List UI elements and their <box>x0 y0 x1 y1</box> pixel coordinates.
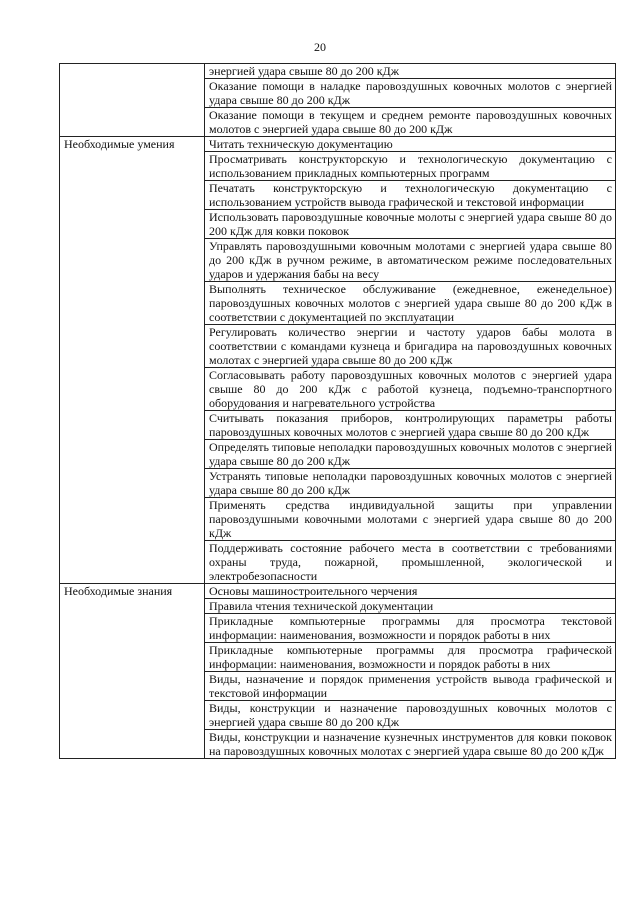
requirement-item: Читать техническую документацию <box>205 137 616 152</box>
requirement-item: Правила чтения технической документации <box>205 599 616 614</box>
section-label <box>60 64 205 137</box>
requirements-table <box>59 63 616 759</box>
table-row <box>60 137 616 152</box>
requirement-item: Виды, конструкции и назначение паровоздушных ковочных молотов с энергией удара свыше 80 до 200 кДж <box>205 701 616 730</box>
requirement-item: Прикладные компьютерные программы для просмотра текстовой информации: наименования, возможности и порядок работы в них <box>205 614 616 643</box>
requirement-item: Выполнять техническое обслуживание (ежедневное, еженедельное) паровоздушных ковочных молотов с энергией удара свыше 80 до 200 кДж в соответствии с документацией по эксплуатации <box>205 282 616 325</box>
requirement-item: Виды, назначение и порядок применения устройств вывода графической и текстовой информации <box>205 672 616 701</box>
section-label: Необходимые знания <box>60 584 205 759</box>
requirement-item: Виды, конструкции и назначение кузнечных инструментов для ковки поковок на паровоздушных ковочных молотах с энергией удара свыше 80 до 200 кДж <box>205 730 616 759</box>
requirement-item: Использовать паровоздушные ковочные молоты с энергией удара свыше 80 до 200 кДж для ковки поковок <box>205 210 616 239</box>
requirement-item: Оказание помощи в текущем и среднем ремонте паровоздушных ковочных молотов с энергией удара свыше 80 до 200 кДж <box>205 108 616 137</box>
requirement-item: Согласовывать работу паровоздушных ковочных молотов с энергией удара свыше 80 до 200 кДж с работой кузнеца, подъемно-транспортного оборудования и нагревательного устройства <box>205 368 616 411</box>
requirements-table-body <box>60 64 616 759</box>
requirement-item: Основы машиностроительного черчения <box>205 584 616 599</box>
requirement-item: Печатать конструкторскую и технологическую документацию с использованием устройств вывода графической и текстовой информации <box>205 181 616 210</box>
requirement-item: энергией удара свыше 80 до 200 кДж <box>205 64 616 79</box>
requirement-item: Регулировать количество энергии и частоту ударов бабы молота в соответствии с командами кузнеца и бригадира на паровоздушных ковочных молотах с энергией удара свыше 80 до 200 кДж <box>205 325 616 368</box>
requirement-item: Считывать показания приборов, контролирующих параметры работы паровоздушных ковочных молотов с энергией удара свыше 80 до 200 кДж <box>205 411 616 440</box>
section-label: Необходимые умения <box>60 137 205 584</box>
requirement-item: Определять типовые неполадки паровоздушных ковочных молотов с энергией удара свыше 80 до 200 кДж <box>205 440 616 469</box>
requirement-item: Оказание помощи в наладке паровоздушных ковочных молотов с энергией удара свыше 80 до 200 кДж <box>205 79 616 108</box>
requirement-item: Просматривать конструкторскую и технологическую документацию с использованием прикладных компьютерных программ <box>205 152 616 181</box>
requirement-item: Прикладные компьютерные программы для просмотра графической информации: наименования, возможности и порядок работы в них <box>205 643 616 672</box>
requirement-item: Устранять типовые неполадки паровоздушных ковочных молотов с энергией удара свыше 80 до 200 кДж <box>205 469 616 498</box>
table-row <box>60 64 616 79</box>
table-row <box>60 584 616 599</box>
page-number: 20 <box>314 40 326 54</box>
requirement-item: Применять средства индивидуальной защиты при управлении паровоздушными ковочными молотами с энергией удара свыше 80 до 200 кДж <box>205 498 616 541</box>
requirement-item: Поддерживать состояние рабочего места в соответствии с требованиями охраны труда, пожарной, промышленной, экологической и электробезопасности <box>205 541 616 584</box>
requirement-item: Управлять паровоздушными ковочным молотами с энергией удара свыше 80 до 200 кДж в ручном режиме, в автоматическом режиме последовательных ударов и удержания бабы на весу <box>205 239 616 282</box>
